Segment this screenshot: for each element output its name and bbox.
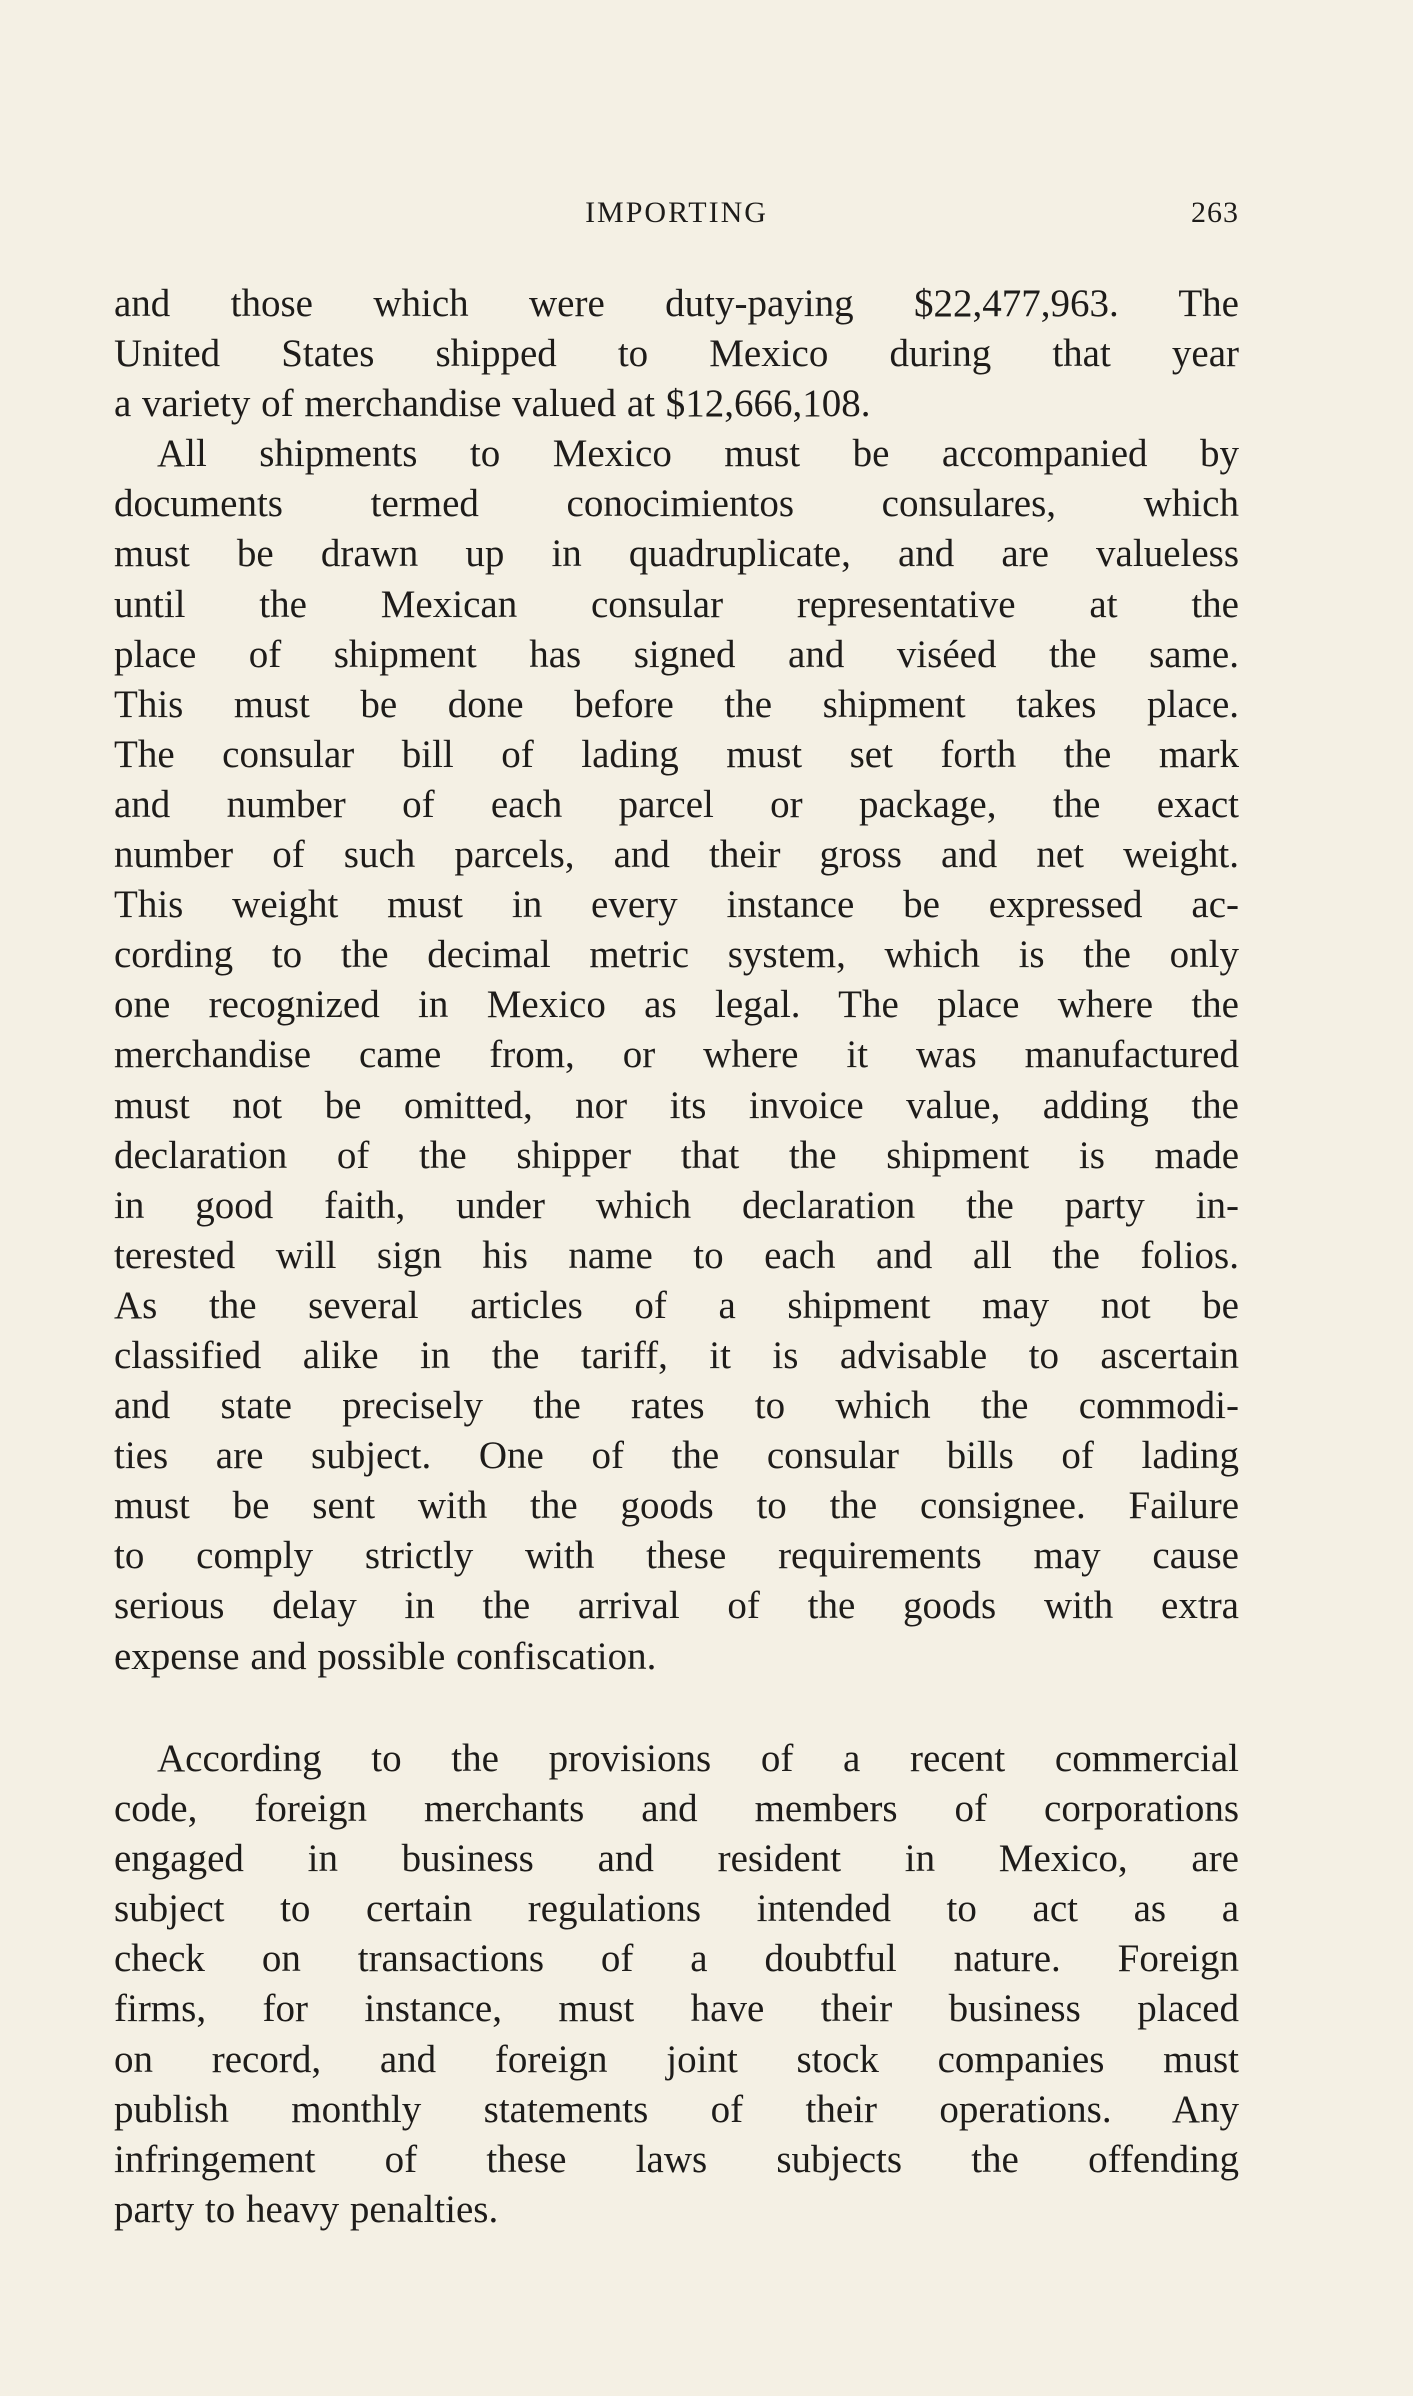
text-line: must not be omitted, nor its invoice value, adding the [114, 1083, 1239, 1127]
text-line: and state precisely the rates to which the commodi- [114, 1384, 1239, 1428]
text-line: documents termed conocimientos consulares, which [114, 482, 1239, 526]
running-title: IMPORTING [585, 196, 768, 229]
text-line: until the Mexican consular representative at the [114, 582, 1239, 626]
paragraph-continuation [114, 279, 1239, 429]
text-line: terested will sign his name to each and all the folios. [114, 1233, 1239, 1277]
text-line: According to the provisions of a recent commercial [157, 1737, 1239, 1780]
text-line: engaged in business and resident in Mexico, are [114, 1837, 1239, 1881]
paragraph-consular-documents [114, 429, 1239, 1681]
running-head [114, 196, 1239, 236]
text-line: must be sent with the goods to the consignee. Failure [114, 1484, 1239, 1528]
text-line: must be drawn up in quadruplicate, and are valueless [114, 532, 1239, 576]
text-line: publish monthly statements of their operations. Any [114, 2087, 1239, 2131]
text-line: and those which were duty-paying $22,477,963. The [114, 282, 1239, 325]
text-line: subject to certain regulations intended to act as a [114, 1887, 1239, 1931]
text-block-top [114, 279, 1239, 1682]
text-line: number of such parcels, and their gross and net weight. [114, 833, 1239, 877]
text-line: a variety of merchandise valued at $12,666,108. [114, 382, 871, 426]
text-line: The consular bill of lading must set forth the mark [114, 732, 1239, 776]
text-line: party to heavy penalties. [114, 2187, 499, 2231]
text-line: merchandise came from, or where it was manufactured [114, 1033, 1239, 1077]
text-line: place of shipment has signed and viséed the same. [114, 632, 1239, 676]
text-line: on record, and foreign joint stock companies must [114, 2037, 1239, 2081]
text-line: classified alike in the tariff, it is advisable to ascertain [114, 1333, 1239, 1377]
paragraph-commercial-code [114, 1734, 1239, 2235]
text-line: and number of each parcel or package, the exact [114, 782, 1239, 826]
text-line: code, foreign merchants and members of corporations [114, 1787, 1239, 1831]
text-line: one recognized in Mexico as legal. The place where the [114, 983, 1239, 1027]
text-block-bottom [114, 1734, 1239, 2235]
page-number: 263 [1191, 196, 1239, 229]
text-line: This weight must in every instance be expressed ac- [114, 883, 1239, 927]
text-line: United States shipped to Mexico during that year [114, 332, 1239, 376]
text-line: expense and possible confiscation. [114, 1634, 657, 1678]
text-line: This must be done before the shipment takes place. [114, 682, 1239, 726]
text-line: to comply strictly with these requirements may cause [114, 1534, 1239, 1578]
text-line: infringement of these laws subjects the offending [114, 2137, 1239, 2181]
text-line: serious delay in the arrival of the goods with extra [114, 1584, 1239, 1628]
text-line: All shipments to Mexico must be accompanied by [157, 432, 1239, 476]
text-line: ties are subject. One of the consular bills of lading [114, 1434, 1239, 1478]
text-line: declaration of the shipper that the shipment is made [114, 1133, 1239, 1177]
text-line: firms, for instance, must have their business placed [114, 1987, 1239, 2031]
text-line: As the several articles of a shipment may not be [114, 1283, 1239, 1327]
text-line: cording to the decimal metric system, which is the only [114, 933, 1239, 977]
text-line: in good faith, under which declaration the party in- [114, 1183, 1239, 1227]
text-line: check on transactions of a doubtful nature. Foreign [114, 1937, 1239, 1981]
